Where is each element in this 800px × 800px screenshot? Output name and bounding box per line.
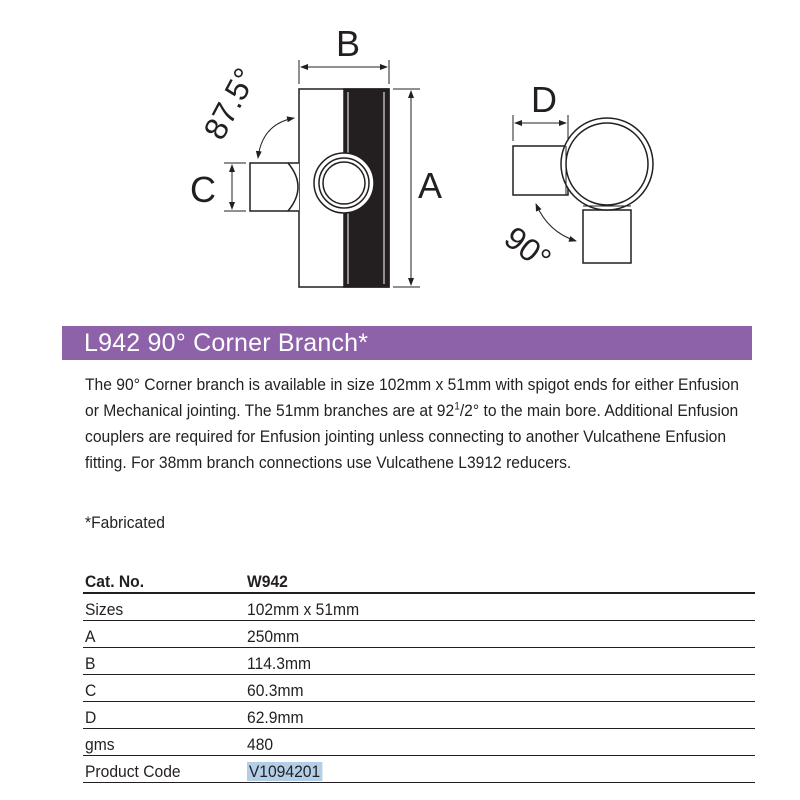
label-angle-side: 90° — [497, 219, 558, 278]
row-label: Product Code — [85, 762, 181, 781]
spec-table — [83, 566, 755, 783]
table-header-row — [83, 566, 755, 593]
table-row — [83, 648, 755, 675]
table-row — [83, 593, 755, 621]
description-text: The 90° Corner branch is available in size 102mm x 51mm with spigot ends for either Enfusion or Mechanical jointing. The 51mm branches are at 92 — [85, 375, 739, 420]
row-value: 250mm — [247, 627, 300, 646]
dimension-a — [393, 89, 420, 287]
label-a: A — [418, 165, 443, 206]
table-row — [83, 621, 755, 648]
description-fraction-rest: /2° — [459, 401, 480, 420]
row-label: gms — [85, 735, 115, 754]
row-value: 60.3mm — [247, 681, 304, 700]
header-label — [83, 566, 245, 593]
row-value: 102mm x 51mm — [247, 600, 360, 619]
header-value — [245, 566, 755, 593]
label-d: D — [531, 79, 557, 120]
row-value: 114.3mm — [247, 654, 312, 673]
header-value-text: W942 — [247, 572, 288, 591]
row-value: 480 — [247, 735, 274, 754]
table-row — [83, 756, 755, 783]
fabricated-note: *Fabricated — [85, 513, 165, 532]
table-row — [83, 675, 755, 702]
title-banner — [62, 326, 752, 360]
description-paragraph — [85, 372, 755, 476]
angle-arc-main — [258, 118, 294, 158]
description-text-continued: to the main bore. Additional Enfusion couplers are required for Enfusion jointing unless connecting to another Vulcathene Enfusion fitting. For 38mm branch connections use Vulcathene L3912 reducers. — [85, 401, 739, 472]
product-code-cell[interactable] — [247, 762, 322, 782]
fitting-drawing — [0, 0, 800, 310]
row-label: B — [85, 654, 96, 673]
description-fraction-sup: 1 — [454, 400, 460, 413]
header-label-text: Cat. No. — [85, 572, 145, 591]
label-angle-main: 87.5° — [196, 62, 264, 146]
label-c: C — [190, 169, 216, 210]
dimension-c — [224, 163, 246, 211]
row-label: Sizes — [85, 600, 124, 619]
product-code-highlight[interactable]: V1094201 — [248, 762, 321, 781]
label-b: B — [335, 23, 361, 64]
row-label: C — [85, 681, 97, 700]
table-row — [83, 729, 755, 756]
front-view — [250, 89, 389, 287]
row-label: A — [85, 627, 96, 646]
row-value: 62.9mm — [247, 708, 304, 727]
product-title: L942 90° Corner Branch* — [84, 329, 369, 357]
table-row — [83, 702, 755, 729]
row-label: D — [85, 708, 97, 727]
